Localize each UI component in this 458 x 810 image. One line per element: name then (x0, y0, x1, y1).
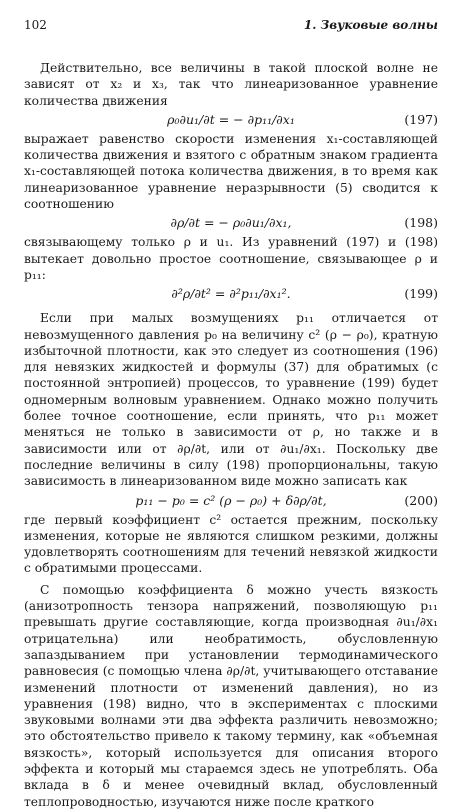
paragraph-5: где первый коэффициент c² остается прежним, поскольку изменения, которые не являются слишком резкими, должны удовлетворять соотношениям для течений невязкой жидкости с обратимыми процессами. (24, 512, 438, 576)
equation-formula: ρ₀∂u₁/∂t = − ∂p₁₁/∂x₁ (167, 111, 295, 127)
equation-198 (24, 212, 438, 234)
equation-197 (24, 109, 438, 131)
paragraph-4: Если при малых возмущениях p₁₁ отличается от невозмущенного давления p₀ на величину c² (ρ − ρ₀), кратную избыточной плотности, как это следует из соотношения (196) для невязких жидкостей и формулы (37) для обратимых (с постоянной энтропией) процессов, то уравнение (199) будет одномерным волновым уравнением. Однако можно получить более точное соотношение, если принять, что p₁₁ может меняться не только в зависимости от ρ, но также и в зависимости или от ∂ρ/∂t, или от ∂u₁/∂x₁. Поскольку две последние величины в силу (198) пропорциональны, такую зависимость в линеаризованном виде можно записать как (24, 311, 438, 489)
paragraph-2: выражает равенство скорости изменения x₁-составляющей количества движения и взятого с обратным знаком градиента x₁-составляющей потока количества движения, в то время как линеаризованное уравнение неразрывности (5) сводится к соотношению (24, 131, 438, 212)
page-number: 102 (24, 18, 47, 32)
paragraph-1: Действительно, все величины в такой плоской волне не зависят от x₂ и x₃, так что линеаризованное уравнение количества движения (24, 61, 438, 108)
paragraph-3: связывающему только ρ и u₁. Из уравнений (197) и (198) вытекает довольно простое соотношение, связывающее ρ и p₁₁: (24, 235, 438, 282)
body-text (24, 60, 438, 810)
equation-number: (199) (404, 286, 438, 302)
equation-formula: ∂²ρ/∂t² = ∂²p₁₁/∂x₁². (171, 286, 291, 302)
equation-199 (24, 283, 438, 305)
running-head (24, 18, 438, 34)
equation-number: (198) (404, 215, 438, 231)
equation-formula: ∂ρ/∂t = − ρ₀∂u₁/∂x₁, (170, 215, 292, 231)
equation-200 (24, 490, 438, 512)
equation-formula: p₁₁ − p₀ = c² (ρ − ρ₀) + δ∂ρ/∂t, (135, 492, 327, 508)
paragraph-6: С помощью коэффициента δ можно учесть вязкость (анизотропность тензора напряжений, позволяющую p₁₁ превышать другие составляющие, когда производная ∂u₁/∂x₁ отрицательна) или необратимость, обусловленную запаздыванием при установлении термодинамического равновесия (с помощью члена ∂ρ/∂t, учитывающего отставание изменений плотности от изменений давления), но из уравнения (198) видно, что в экспериментах с плоскими звуковыми волнами эти два эффекта различить невозможно; это обстоятельство привело к такому термину, как «объемная вязкость», который используется для описания второго эффекта и который мы стараемся здесь не употреблять. Оба вклада в δ и менее очевидный вклад, обусловленный теплопроводностью, изучаются ниже после краткого (24, 582, 438, 809)
equation-number: (200) (404, 492, 438, 508)
running-title: 1. Звуковые волны (303, 18, 438, 32)
equation-number: (197) (404, 111, 438, 127)
